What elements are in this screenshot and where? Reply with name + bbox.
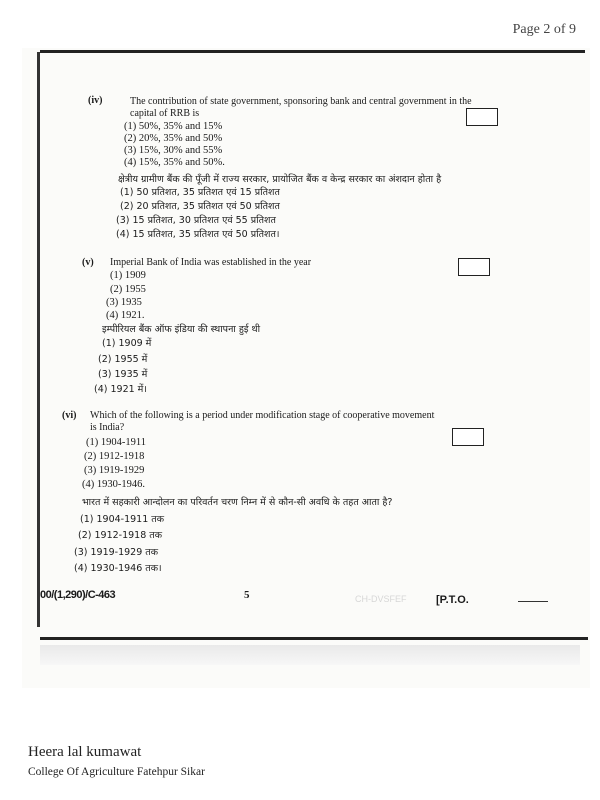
scan-border-bottom [40,637,588,640]
hindi-option: (3) 1935 में [98,369,148,380]
question-iv [88,95,102,107]
hindi-option: (3) 1919-1929 तक [74,547,158,558]
hindi-question: क्षेत्रीय ग्रामीण बैंक की पूँजी में राज्य सरकार, प्रायोजित बैंक व केन्द्र सरकार का अंशदान होता है [118,174,442,185]
hindi-option: (4) 1921 में। [94,384,147,395]
question-v-text [110,257,311,269]
paper-page-number: 5 [244,589,250,601]
question-line: is India? [90,422,125,433]
hindi-question: भारत में सहकारी आन्दोलन का परिवर्तन चरण निम्न में से कौन-सी अवधि के तहत आता है? [82,497,393,508]
hindi-option: (4) 1930-1946 तक। [74,563,162,574]
option: (3) 1919-1929 [84,465,145,476]
pto-label: [P.T.O. [436,594,469,606]
question-number: (vi) [62,410,77,421]
author-name: Heera lal kumawat [28,744,142,760]
college-name: College Of Agriculture Fatehpur Sikar [28,766,205,778]
footer-dash [518,601,548,602]
hindi-option: (1) 50 प्रतिशत, 35 प्रतिशत एवं 15 प्रतिशत [120,187,280,198]
question-v [82,257,94,269]
option: (4) 1921. [106,310,145,321]
question-number: (v) [82,257,94,268]
question-line: Imperial Bank of India was established in the year [110,257,312,268]
scan-shadow-strip [40,645,580,665]
hindi-option: (1) 1904-1911 तक [80,514,164,525]
option: (1) 1909 [110,270,146,281]
question-vi [62,410,76,422]
question-line: capital of RRB is [130,108,200,119]
option: (4) 1930-1946. [82,479,145,490]
hindi-option: (2) 1955 में [98,354,148,365]
question-number: (iv) [88,95,103,106]
page-indicator: Page 2 of 9 [512,22,576,37]
hindi-option: (3) 15 प्रतिशत, 30 प्रतिशत एवं 55 प्रतिशत [116,215,276,226]
paper-code: 00/(1,290)/C-463 [40,589,116,601]
faint-bleed-text: CH-DVSFEF [355,594,407,604]
hindi-option: (2) 1912-1918 तक [78,530,162,541]
option: (2) 20%, 35% and 50% [124,133,223,144]
option: (2) 1912-1918 [84,451,145,462]
answer-box-vi[interactable] [452,428,484,446]
question-line: The contribution of state government, sponsoring bank and central government in the [130,96,472,107]
option: (4) 15%, 35% and 50%. [124,157,225,168]
hindi-question: इम्पीरियल बैंक ऑफ इंडिया की स्थापना हुई थी [102,324,261,335]
hindi-option: (2) 20 प्रतिशत, 35 प्रतिशत एवं 50 प्रतिशत [120,201,280,212]
option: (1) 1904-1911 [86,437,146,448]
scan-border-top [40,50,585,53]
option: (3) 1935 [106,297,142,308]
question-vi-text [90,410,434,434]
option: (3) 15%, 30% and 55% [124,145,223,156]
hindi-option: (4) 15 प्रतिशत, 35 प्रतिशत एवं 50 प्रतिशत। [116,229,280,240]
question-iv-text [130,96,472,120]
question-line: Which of the following is a period under modification stage of cooperative movement [90,410,435,421]
scan-border-left [37,52,40,627]
answer-box-iv[interactable] [466,108,498,126]
hindi-option: (1) 1909 में [102,338,152,349]
answer-box-v[interactable] [458,258,490,276]
option: (2) 1955 [110,284,146,295]
option: (1) 50%, 35% and 15% [124,121,223,132]
